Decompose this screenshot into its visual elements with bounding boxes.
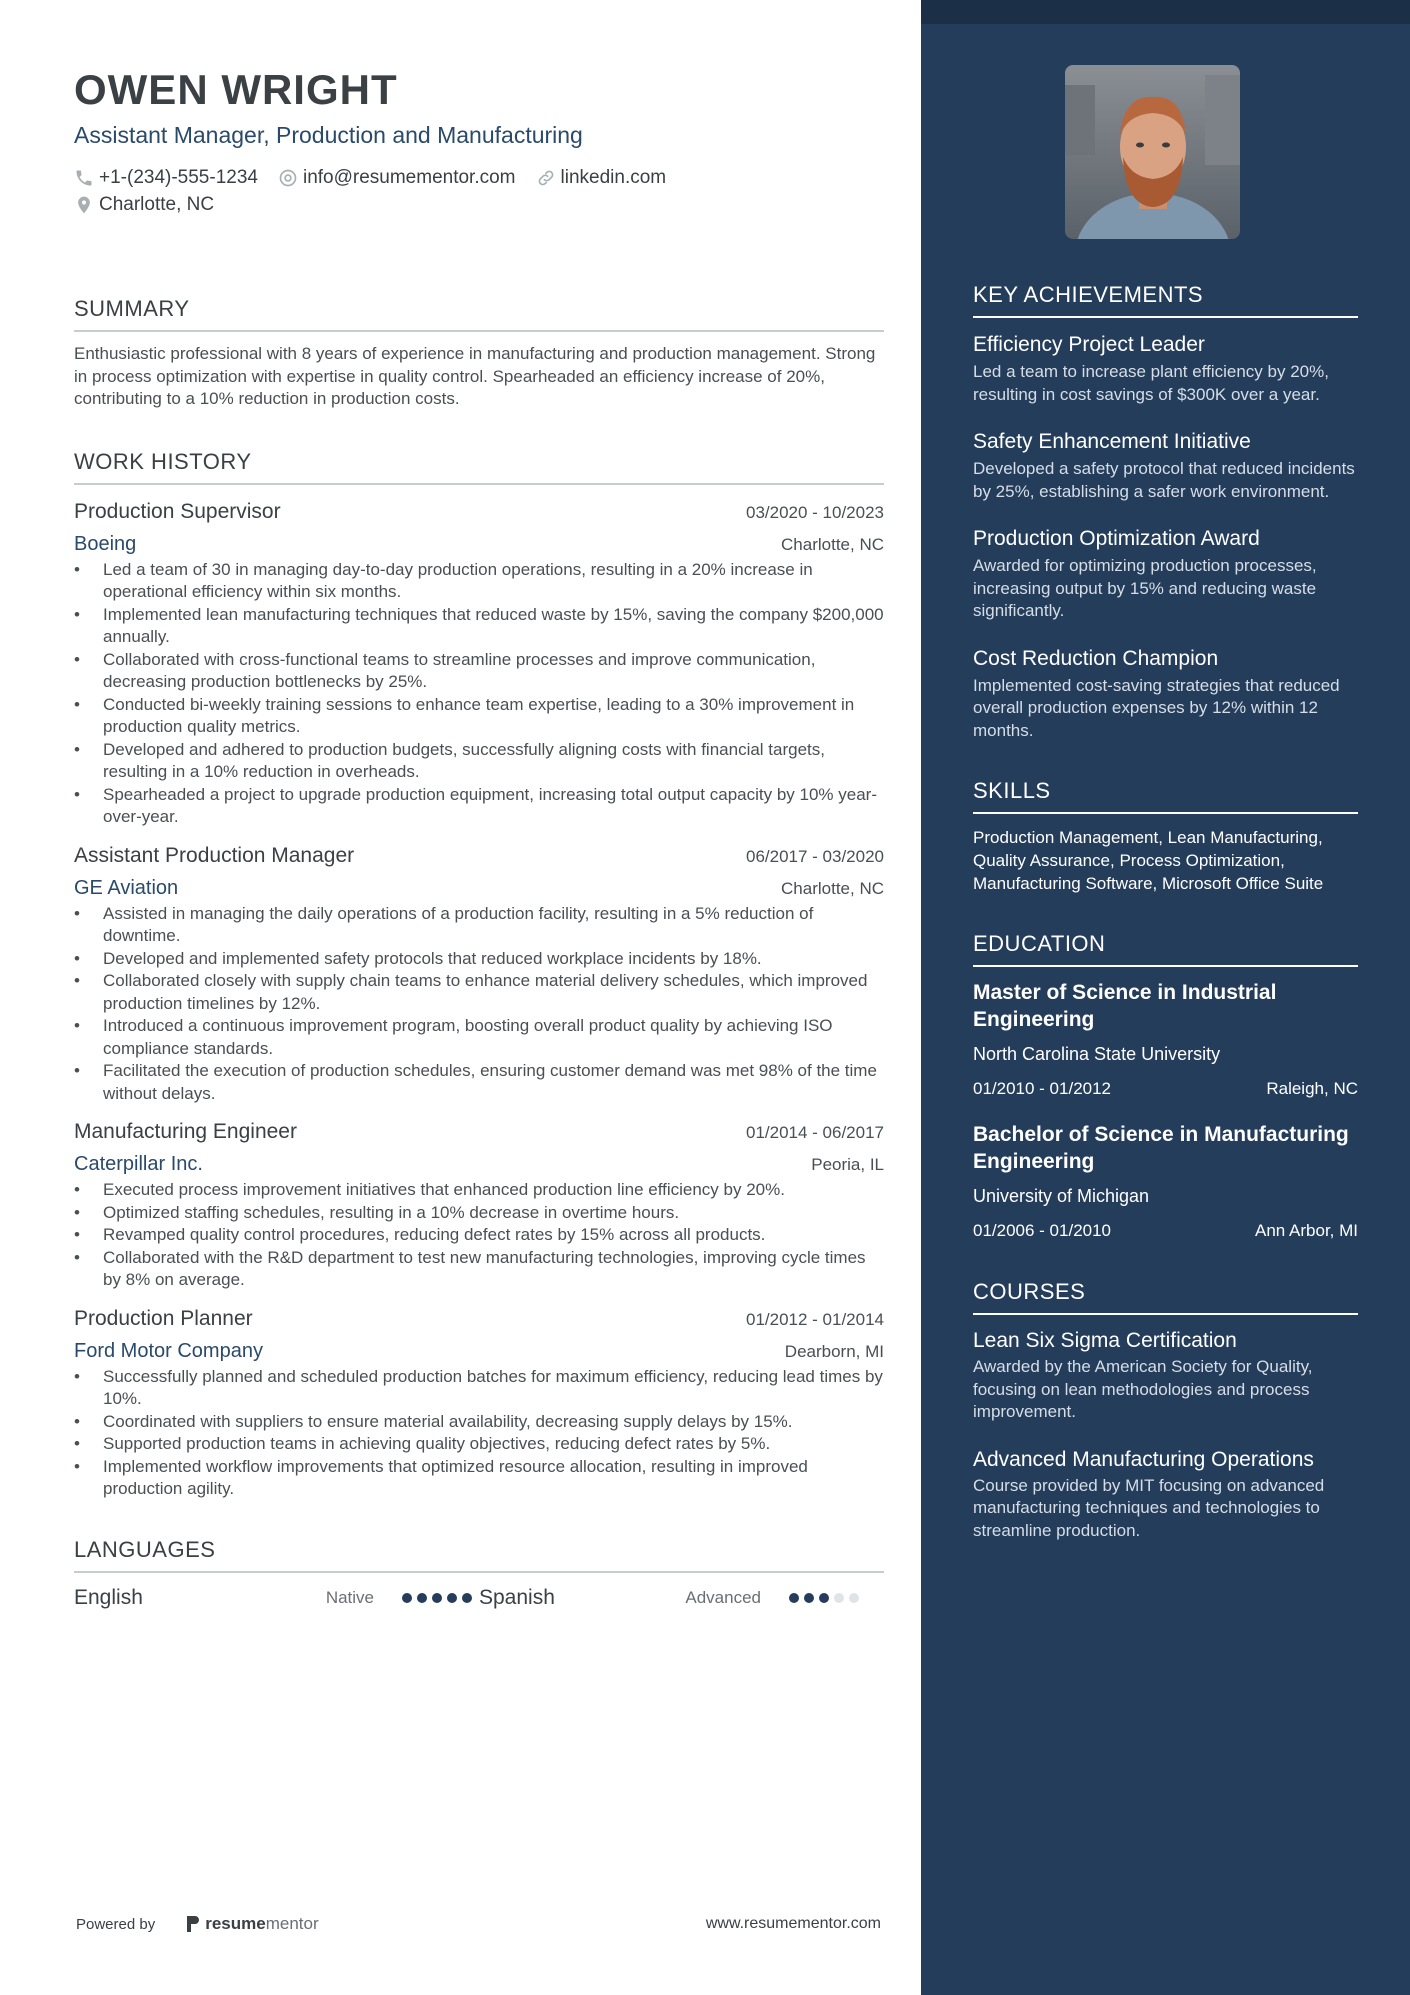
profile-photo (1065, 65, 1240, 239)
education-item (973, 979, 1358, 1101)
job-header (74, 1117, 884, 1147)
candidate-role: Assistant Manager, Production and Manufacturing (74, 122, 583, 148)
language-name: Spanish (479, 1585, 555, 1609)
summary-text: Enthusiastic professional with 8 years of experience in manufacturing and production management. Strong in process optimization with expertise in quality control. Spearheaded an efficiency increase of 20%, contributing to a 10% reduction in production costs. (74, 344, 876, 408)
job-bullet: • Spearheaded a project to upgrade production equipment, increasing total output capacity by 10% year-over-year. (74, 784, 884, 829)
achievements-section (973, 280, 1358, 742)
brand-logo[interactable] (185, 1914, 318, 1934)
job-bullets (74, 903, 884, 1106)
job-company: GE Aviation (74, 876, 179, 899)
rating-dot-filled (432, 1593, 442, 1603)
languages-section (74, 1535, 884, 1615)
language-name: English (74, 1585, 143, 1609)
rating-dot-empty (834, 1593, 844, 1603)
job-company: Caterpillar Inc. (74, 1153, 203, 1175)
rating-dot-filled (402, 1593, 412, 1603)
languages-title: LANGUAGES (74, 1535, 884, 1573)
job-location: Charlotte, NC (781, 534, 884, 554)
job-bullet: • Supported production teams in achieving quality objectives, reducing defect rates by 5%. (74, 1433, 884, 1456)
job-bullet: • Developed and adhered to production budgets, successfully aligning costs with financial targets, resulting in a 10% reduction in overheads. (74, 739, 884, 784)
education-meta (973, 1077, 1358, 1101)
rating-dot-filled (417, 1593, 427, 1603)
footer (76, 1914, 881, 1934)
language-list (74, 1581, 884, 1615)
achievement-desc: Developed a safety protocol that reduced incidents by 25%, establishing a safer work environment. (973, 459, 1355, 501)
job-bullet: • Collaborated with cross-functional teams to streamline processes and improve communication, decreasing production bottlenecks by 25%. (74, 649, 884, 694)
education-school: University of Michigan (973, 1186, 1150, 1206)
achievement-desc: Implemented cost-saving strategies that reduced overall production expenses by 12% within 12 months. (973, 675, 1340, 740)
education-title: EDUCATION (973, 929, 1358, 967)
job-header (74, 497, 884, 527)
job-location: Dearborn, MI (784, 1341, 884, 1361)
job-location: Peoria, IL (811, 1155, 884, 1174)
job-bullet: • Revamped quality control procedures, reducing defect rates by 15% across all products. (74, 1224, 884, 1247)
course-title: Advanced Manufacturing Operations (973, 1447, 1314, 1471)
job-bullets (74, 559, 884, 829)
language-level: Native (325, 1587, 374, 1607)
phone-text: +1-(234)-555-1234 (99, 167, 258, 188)
rating-dot-filled (804, 1593, 814, 1603)
job-subheader (74, 1151, 884, 1177)
job-subheader (74, 1338, 884, 1364)
job-header (74, 1304, 884, 1334)
job-bullet: • Successfully planned and scheduled production batches for maximum efficiency, reducing lead times by 10%. (74, 1366, 884, 1411)
achievements-title: KEY ACHIEVEMENTS (973, 280, 1358, 318)
job-dates: 03/2020 - 10/2023 (745, 502, 884, 522)
skills-section (973, 776, 1358, 895)
education-degree: Master of Science in Industrial Engineering (973, 981, 1277, 1031)
achievement-title: Production Optimization Award (973, 527, 1260, 550)
job-bullet: • Implemented workflow improvements that optimized resource allocation, resulting in improved production agility. (74, 1456, 884, 1501)
education-school: North Carolina State University (973, 1044, 1221, 1064)
achievement-list (973, 330, 1358, 742)
email-text: info@resumementor.com (302, 167, 516, 188)
education-list (973, 979, 1358, 1243)
work-history-title: WORK HISTORY (74, 447, 884, 485)
powered-by-text: Powered by (76, 1915, 156, 1933)
rating-dot-filled (447, 1593, 457, 1603)
education-dates: 01/2010 - 01/2012 (973, 1079, 1112, 1098)
link-icon (536, 168, 556, 188)
location-text: Charlotte, NC (99, 194, 215, 215)
education-dates: 01/2006 - 01/2010 (973, 1221, 1112, 1240)
education-location: Raleigh, NC (1266, 1079, 1358, 1098)
website-link[interactable]: www.resumementor.com (705, 1915, 881, 1932)
achievement-desc: Awarded for optimizing production processes, increasing output by 15% and reducing waste significantly. (973, 556, 1317, 620)
job-entry (74, 1304, 884, 1501)
language-rating (402, 1593, 477, 1603)
course-list (973, 1327, 1358, 1542)
job-entry (74, 841, 884, 1106)
skills-title: SKILLS (973, 776, 1358, 814)
job-bullet: • Optimized staffing schedules, resulting in a 10% decrease in overtime hours. (74, 1202, 884, 1225)
course-title: Lean Six Sigma Certification (973, 1329, 1237, 1352)
education-section (973, 929, 1358, 1243)
job-bullet: • Introduced a continuous improvement program, boosting overall product quality by achieving ISO compliance standards. (74, 1015, 884, 1060)
linkedin-contact[interactable] (536, 164, 667, 191)
email-contact[interactable] (278, 164, 516, 191)
brand-bold: resume (205, 1914, 266, 1933)
job-subheader (74, 875, 884, 901)
job-title: Manufacturing Engineer (74, 1120, 297, 1143)
job-location: Charlotte, NC (781, 878, 884, 898)
job-bullets (74, 1179, 884, 1292)
job-list (74, 497, 884, 1501)
job-bullet: • Implemented lean manufacturing techniques that reduced waste by 15%, saving the company $200,000 annually. (74, 604, 884, 649)
courses-title: COURSES (973, 1277, 1358, 1315)
job-bullet: • Conducted bi-weekly training sessions to enhance team expertise, leading to a 30% improvement in production quality metrics. (74, 694, 884, 739)
courses-section (973, 1277, 1358, 1542)
achievement-item (973, 524, 1358, 623)
rating-dot-filled (789, 1593, 799, 1603)
achievement-title: Cost Reduction Champion (973, 646, 1219, 670)
achievement-desc: Led a team to increase plant efficiency by 20%, resulting in cost savings of $300K over a year. (973, 362, 1329, 404)
course-item (973, 1327, 1358, 1424)
education-degree: Bachelor of Science in Manufacturing Engineering (973, 1123, 1349, 1173)
job-subheader (74, 531, 884, 557)
linkedin-text: linkedin.com (560, 167, 667, 188)
phone-contact[interactable] (74, 164, 258, 191)
summary-section (74, 294, 884, 411)
job-title: Production Supervisor (74, 499, 281, 523)
contact-info (74, 164, 884, 218)
course-desc: Awarded by the American Society for Quality, focusing on lean methodologies and process improvement. (973, 1357, 1313, 1421)
achievement-item (973, 644, 1358, 743)
job-bullet: • Coordinated with suppliers to ensure material availability, decreasing supply delays by 15%. (74, 1411, 884, 1434)
course-desc: Course provided by MIT focusing on advanced manufacturing techniques and technologies to streamline production. (973, 1475, 1325, 1540)
achievement-title: Efficiency Project Leader (973, 333, 1205, 356)
skills-text: Production Management, Lean Manufacturing, Quality Assurance, Process Optimization, Manufacturing Software, Microsoft Office Suite (973, 828, 1324, 893)
language-rating (789, 1593, 864, 1603)
job-bullet: • Executed process improvement initiatives that enhanced production line efficiency by 20%. (74, 1179, 884, 1202)
powered-by (76, 1914, 319, 1934)
rating-dot-filled (462, 1593, 472, 1603)
at-icon (278, 168, 298, 188)
candidate-name: OWEN WRIGHT (74, 66, 398, 113)
brand-light: mentor (265, 1914, 319, 1933)
work-history-section (74, 447, 884, 1501)
achievement-item (973, 427, 1358, 503)
job-bullet: • Led a team of 30 in managing day-to-day production operations, resulting in a 20% increase in operational efficiency within six months. (74, 559, 884, 604)
education-item (973, 1121, 1358, 1243)
job-entry (74, 1117, 884, 1292)
summary-title: SUMMARY (74, 294, 884, 332)
job-bullets (74, 1366, 884, 1501)
job-header (74, 841, 884, 871)
language-item (74, 1586, 479, 1610)
job-bullet: • Collaborated with the R&D department to test new manufacturing technologies, improving cycle times by 8% on average. (74, 1247, 884, 1292)
job-bullet: • Developed and implemented safety protocols that reduced workplace incidents by 18%. (74, 948, 884, 971)
phone-icon (74, 168, 94, 188)
rating-dot-filled (819, 1593, 829, 1603)
brand-mark-icon (185, 1914, 201, 1934)
rating-dot-empty (849, 1593, 859, 1603)
education-location: Ann Arbor, MI (1255, 1221, 1358, 1240)
job-company: Boeing (74, 532, 137, 555)
job-company: Ford Motor Company (74, 1339, 263, 1362)
achievement-item (973, 330, 1358, 406)
achievement-title: Safety Enhancement Initiative (973, 430, 1251, 453)
location-pin-icon (74, 195, 94, 215)
location-contact (74, 191, 214, 218)
language-item (479, 1586, 864, 1610)
profile-photo-image (1065, 65, 1240, 239)
job-bullet: • Facilitated the execution of production schedules, ensuring customer demand was met 98% of the time without delays. (74, 1060, 884, 1105)
job-dates: 01/2014 - 06/2017 (745, 1123, 884, 1142)
sidebar (921, 0, 1410, 1995)
job-dates: 01/2012 - 01/2014 (745, 1309, 884, 1329)
job-bullet: • Assisted in managing the daily operations of a production facility, resulting in a 5% reduction of downtime. (74, 903, 884, 948)
job-bullet: • Collaborated closely with supply chain teams to enhance material delivery schedules, which improved production timelines by 12%. (74, 970, 884, 1015)
job-entry (74, 497, 884, 829)
job-title: Production Planner (74, 1306, 253, 1330)
job-dates: 06/2017 - 03/2020 (745, 846, 884, 866)
job-title: Assistant Production Manager (74, 843, 355, 867)
course-item (973, 1446, 1358, 1543)
education-meta (973, 1219, 1358, 1243)
language-level: Advanced (685, 1587, 761, 1607)
sidebar-top-band (921, 0, 1410, 24)
